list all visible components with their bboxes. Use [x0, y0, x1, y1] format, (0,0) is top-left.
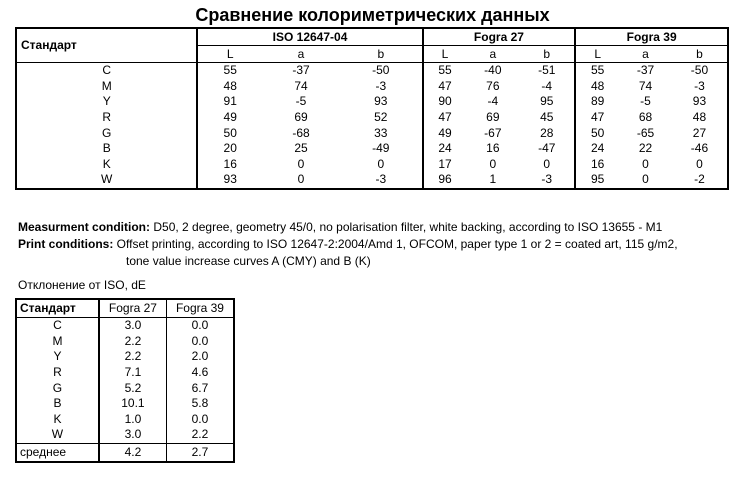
sub-header-cell: L: [197, 46, 262, 63]
table-row: [16, 318, 234, 334]
table-cell: 68: [638, 110, 653, 125]
table-cell: 20: [223, 141, 237, 156]
table-cell: 0: [340, 157, 423, 173]
table-cell: 69: [486, 110, 500, 125]
table-cell: 95: [519, 94, 575, 110]
table-cell: 17: [438, 156, 452, 171]
table-cell: 91: [223, 94, 237, 109]
table-cell: -50: [690, 63, 709, 78]
print-label: Print conditions:: [18, 237, 114, 251]
table-cell: 25: [294, 141, 308, 156]
table-cell: 16: [486, 141, 500, 156]
table-cell: 27: [692, 125, 707, 140]
table-cell: -3: [340, 79, 423, 95]
sub-header-cell: b: [340, 46, 423, 63]
table-cell: -67: [484, 125, 502, 140]
table-cell: 6.7: [191, 380, 209, 395]
table-cell: 89: [590, 94, 605, 109]
row-label: M: [16, 334, 99, 350]
table-cell: 50: [590, 125, 605, 140]
table-cell: 1.0: [99, 412, 167, 428]
sub-header-cell: L: [575, 46, 619, 63]
sub-header-cell: a: [619, 46, 672, 63]
table-cell: -5: [640, 94, 651, 109]
average-cell: 4.2: [99, 443, 167, 462]
row-label: B: [16, 396, 99, 412]
colorimetric-table-body: [16, 63, 728, 189]
table-cell: 95: [590, 172, 605, 187]
table-cell: -37: [292, 63, 310, 78]
table-row: [16, 110, 728, 126]
table-cell: 48: [223, 78, 237, 93]
table-cell: 0: [297, 156, 305, 171]
table-cell: 2.2: [99, 349, 167, 365]
table-cell: -50: [340, 63, 423, 79]
table-cell: 93: [692, 94, 707, 109]
table-cell: -37: [636, 63, 655, 78]
table-cell: 7.1: [99, 365, 167, 381]
table-cell: 22: [638, 141, 653, 156]
table-cell: 16: [223, 156, 237, 171]
row-label: K: [16, 157, 197, 173]
table-cell: 24: [590, 141, 605, 156]
table-cell: 0.0: [191, 318, 209, 333]
table-cell: 0: [489, 156, 497, 171]
table-cell: -5: [295, 94, 307, 109]
table-cell: 93: [340, 94, 423, 110]
table-cell: 2.2: [191, 427, 209, 442]
table-cell: 3.0: [99, 318, 167, 334]
sub-header-cell: a: [466, 46, 519, 63]
row-label: Y: [16, 94, 197, 110]
table-cell: -3: [519, 172, 575, 189]
table-row: [16, 380, 234, 396]
measurement-condition: [18, 219, 738, 236]
measurement-text: D50, 2 degree, geometry 45/0, no polarisation filter, white backing, according to ISO 13655 - M1: [153, 220, 663, 234]
table-cell: 49: [223, 110, 237, 125]
table-cell: 0.0: [191, 333, 209, 348]
table-cell: 0: [696, 156, 703, 171]
colorimetric-table: [15, 27, 729, 190]
deviation-column-header: Fogra 39: [166, 299, 234, 318]
row-label: W: [16, 427, 99, 443]
average-row: [16, 443, 234, 462]
table-cell: 55: [223, 63, 237, 78]
row-label: M: [16, 79, 197, 95]
row-label: B: [16, 141, 197, 157]
deviation-table-body: [16, 318, 234, 462]
table-cell: 48: [590, 78, 605, 93]
table-cell: 93: [223, 172, 237, 187]
row-label: Y: [16, 349, 99, 365]
table-cell: 10.1: [99, 396, 167, 412]
sub-header-cell: b: [672, 46, 728, 63]
table-row: [16, 427, 234, 443]
table-cell: 2.2: [99, 334, 167, 350]
table-cell: -65: [636, 125, 655, 140]
table-cell: 96: [438, 172, 452, 187]
row-label: C: [16, 63, 197, 79]
table-cell: 69: [294, 110, 308, 125]
table-row: [16, 412, 234, 428]
table-cell: -68: [292, 125, 310, 140]
table-cell: 0: [297, 172, 305, 187]
print-text-line1: Offset printing, according to ISO 12647-2:2004/Amd 1, OFCOM, paper type 1 or 2 = coated art, 115 g/m2,: [116, 237, 678, 251]
deviation-table: [15, 298, 235, 463]
table-cell: 0: [642, 156, 649, 171]
print-conditions: [18, 236, 738, 253]
row-label: R: [16, 110, 197, 126]
table-cell: 3.0: [99, 427, 167, 443]
table-cell: 55: [590, 63, 605, 78]
row-label: C: [16, 318, 99, 334]
row-label: G: [16, 125, 197, 141]
table-cell: 33: [340, 125, 423, 141]
table-cell: 45: [519, 110, 575, 126]
print-text-line2: tone value increase curves A (CMY) and B (K): [126, 254, 371, 268]
table-cell: 0: [519, 157, 575, 173]
row-label: K: [16, 412, 99, 428]
group-header: Fogra 27: [423, 28, 576, 46]
table-cell: 0.0: [191, 411, 209, 426]
table-cell: 52: [340, 110, 423, 126]
row-label: G: [16, 380, 99, 396]
table-cell: 47: [590, 110, 605, 125]
conditions-notes: [18, 219, 738, 270]
table-cell: 47: [438, 110, 452, 125]
row-label: W: [16, 172, 197, 189]
table-row: [16, 141, 728, 157]
sub-header-cell: a: [262, 46, 340, 63]
table-cell: 16: [590, 156, 605, 171]
table-cell: 1: [489, 172, 497, 187]
table-cell: 47: [438, 78, 452, 93]
table-cell: 2.0: [191, 349, 209, 364]
group-header: ISO 12647-04: [197, 28, 422, 46]
table-row: [16, 334, 234, 350]
table-cell: 50: [223, 125, 237, 140]
table-cell: 49: [438, 125, 452, 140]
table-row: [16, 396, 234, 412]
table-cell: -46: [690, 141, 709, 156]
table-row: [16, 157, 728, 173]
table-row: [16, 63, 728, 79]
table-cell: 4.6: [191, 365, 209, 380]
table-cell: -47: [519, 141, 575, 157]
deviation-caption: Отклонение от ISO, dE: [18, 278, 146, 292]
table-cell: -3: [694, 78, 705, 93]
table-cell: 5.2: [99, 380, 167, 396]
table-cell: 74: [294, 78, 308, 93]
table-cell: -40: [484, 63, 502, 78]
table-cell: 74: [638, 78, 653, 93]
deviation-column-header: Fogra 27: [99, 299, 167, 318]
table-cell: -3: [340, 172, 423, 189]
table-cell: -49: [340, 141, 423, 157]
deviation-header-row: [16, 299, 234, 318]
table-cell: -4: [487, 94, 499, 109]
table-cell: 24: [438, 141, 452, 156]
table-row: [16, 125, 728, 141]
table-cell: 48: [692, 110, 707, 125]
measurement-label: Measurment condition:: [18, 220, 151, 234]
table-cell: -4: [519, 79, 575, 95]
table-row: [16, 349, 234, 365]
table-row: [16, 172, 728, 189]
table-cell: 0: [642, 172, 649, 187]
page-title: Сравнение колориметрических данных: [195, 5, 550, 25]
table-cell: 5.8: [191, 396, 209, 411]
table-cell: 90: [438, 94, 452, 109]
sub-header-cell: b: [519, 46, 575, 63]
table-row: [16, 365, 234, 381]
table-cell: 76: [486, 78, 500, 93]
group-header: Fogra 39: [575, 28, 728, 46]
standard-header: Стандарт: [16, 28, 197, 63]
table-cell: 55: [438, 63, 452, 78]
group-header-row: [16, 28, 728, 46]
sub-header-cell: L: [423, 46, 467, 63]
row-label: R: [16, 365, 99, 381]
table-cell: 28: [519, 125, 575, 141]
table-cell: -51: [519, 63, 575, 79]
deviation-standard-header: Стандарт: [16, 299, 99, 318]
table-row: [16, 79, 728, 95]
average-cell: 2.7: [166, 443, 234, 462]
table-cell: -2: [694, 172, 705, 187]
average-label: среднее: [16, 443, 99, 462]
table-row: [16, 94, 728, 110]
